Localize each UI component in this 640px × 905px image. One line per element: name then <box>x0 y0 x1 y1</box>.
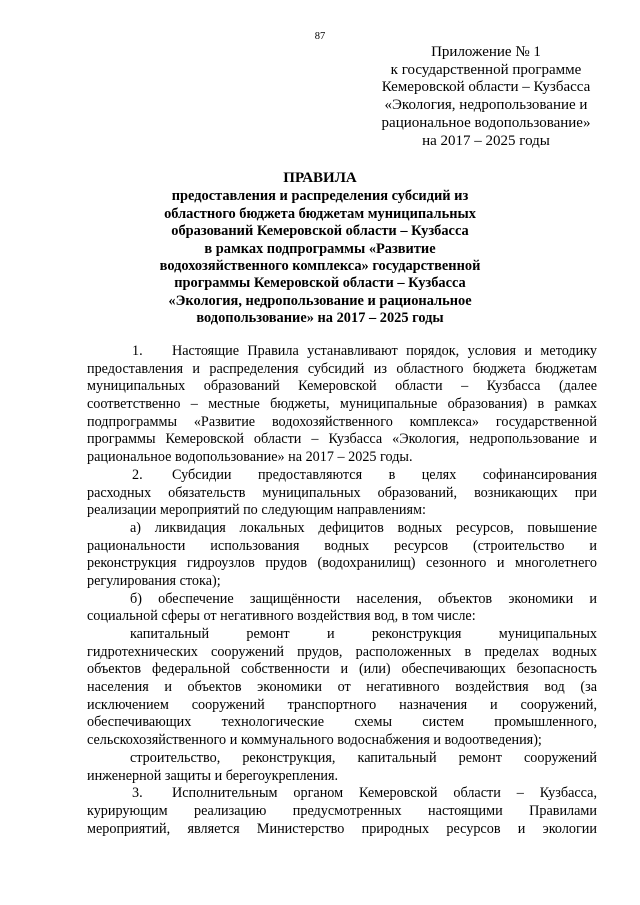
subparagraph-b-item-line: капитальный ремонт и реконструкция муниципальных <box>130 626 597 642</box>
paragraph-text: Настоящие Правила устанавливают порядок, условия и методику <box>172 343 597 359</box>
page-number: 87 <box>314 31 326 42</box>
paragraph-1-line: соответственно – местные бюджеты, муниципальные образования) в рамках <box>87 396 597 413</box>
appendix-header <box>356 44 616 150</box>
appendix-line: «Экология, недропользование и <box>384 97 588 114</box>
title-line: «Экология, недропользование и рациональное <box>168 292 472 309</box>
paragraph-1-line <box>87 343 597 361</box>
paragraph-3-line <box>87 785 597 803</box>
appendix-line: Приложение № 1 <box>431 44 541 60</box>
paragraph-2-line: реализации мероприятий по следующим направлениям: <box>87 502 426 519</box>
title-line: водохозяйственного комплекса» государственной <box>159 258 481 275</box>
subparagraph-b-item-line: объектов федеральной собственности и (или) обеспечивающих безопасность <box>87 661 597 678</box>
title-main: ПРАВИЛА <box>283 170 357 186</box>
title-line: образований Кемеровской области – Кузбасса <box>171 223 469 240</box>
title-line: программы Кемеровской области – Кузбасса <box>174 275 466 292</box>
subparagraph-b-line: социальной сферы от негативного воздействия вод, в том числе: <box>87 608 476 625</box>
paragraph-1-line: предоставления и распределения субсидий из областного бюджета бюджетам <box>87 360 597 377</box>
paragraph-text: Субсидии предоставляются в целях софинансирования <box>172 466 597 483</box>
paragraph-3-line: мероприятий, является Министерство природных ресурсов и экологии <box>87 820 597 837</box>
subparagraph-b-item-line: населения и объектов экономики от негативного воздействия вод (за <box>87 679 597 696</box>
subparagraph-a-line: а) ликвидация локальных дефицитов водных ресурсов, повышение <box>130 519 597 536</box>
subparagraph-b-item-line: исключением сооружений транспортного назначения и сооружений, <box>87 696 597 713</box>
appendix-line: Кемеровской области – Кузбасса <box>381 79 591 96</box>
subparagraph-a-line: реконструкция гидроузлов прудов (водохранилищ) сезонного и многолетнего <box>87 555 597 572</box>
title-line: в рамках подпрограммы «Развитие <box>204 240 436 257</box>
document-body <box>87 343 597 838</box>
subparagraph-b-item-line: гидротехнических сооружений прудов, расположенных в пределах водных <box>87 643 597 660</box>
subparagraph-a-line: рациональности использования водных ресурсов (строительство и <box>87 537 597 554</box>
appendix-line: к государственной программе <box>390 61 582 78</box>
subparagraph-b-item-line: инженерной защиты и берегоукрепления. <box>87 767 339 784</box>
paragraph-2-line: расходных обязательств муниципальных образований, возникающих при <box>87 484 597 501</box>
paragraph-text: Исполнительным органом Кемеровской области – Кузбасса, <box>172 785 597 802</box>
paragraph-number: 2. <box>132 466 143 483</box>
subparagraph-b-item-line: сельскохозяйственного и коммунального водоснабжения и водоотведения); <box>87 732 542 749</box>
paragraph-2-line <box>87 467 597 485</box>
subparagraph-b-item-line: обеспечивающих технологические схемы систем промышленного, <box>87 714 597 731</box>
paragraph-3-line: курирующим реализацию предусмотренных настоящими Правилами <box>87 802 597 819</box>
title-line: водопользование» на 2017 – 2025 годы <box>196 310 444 327</box>
paragraph-1-line: программы Кемеровской области – Кузбасса «Экология, недропользование и <box>87 431 597 448</box>
subparagraph-a-line: регулирования стока); <box>87 572 221 589</box>
title-line: областного бюджета бюджетам муниципальных <box>164 205 476 222</box>
appendix-line: на 2017 – 2025 годы <box>422 132 550 149</box>
paragraph-number: 1. <box>132 343 143 359</box>
paragraph-number: 3. <box>132 785 143 802</box>
paragraph-1-line: рациональное водопользование» на 2017 – 2025 годы. <box>87 449 413 466</box>
subparagraph-b-line: б) обеспечение защищённости населения, объектов экономики и <box>130 590 597 607</box>
document-title <box>120 170 520 328</box>
subparagraph-b-item-line: строительство, реконструкция, капитальный ремонт сооружений <box>130 749 597 766</box>
paragraph-1-line: подпрограммы «Развитие водохозяйственного комплекса» государственной <box>87 413 597 430</box>
paragraph-1-line: муниципальных образований Кемеровской области – Кузбасса (далее <box>87 378 597 395</box>
appendix-line: рациональное водопользование» <box>381 114 591 131</box>
title-line: предоставления и распределения субсидий из <box>171 188 469 205</box>
